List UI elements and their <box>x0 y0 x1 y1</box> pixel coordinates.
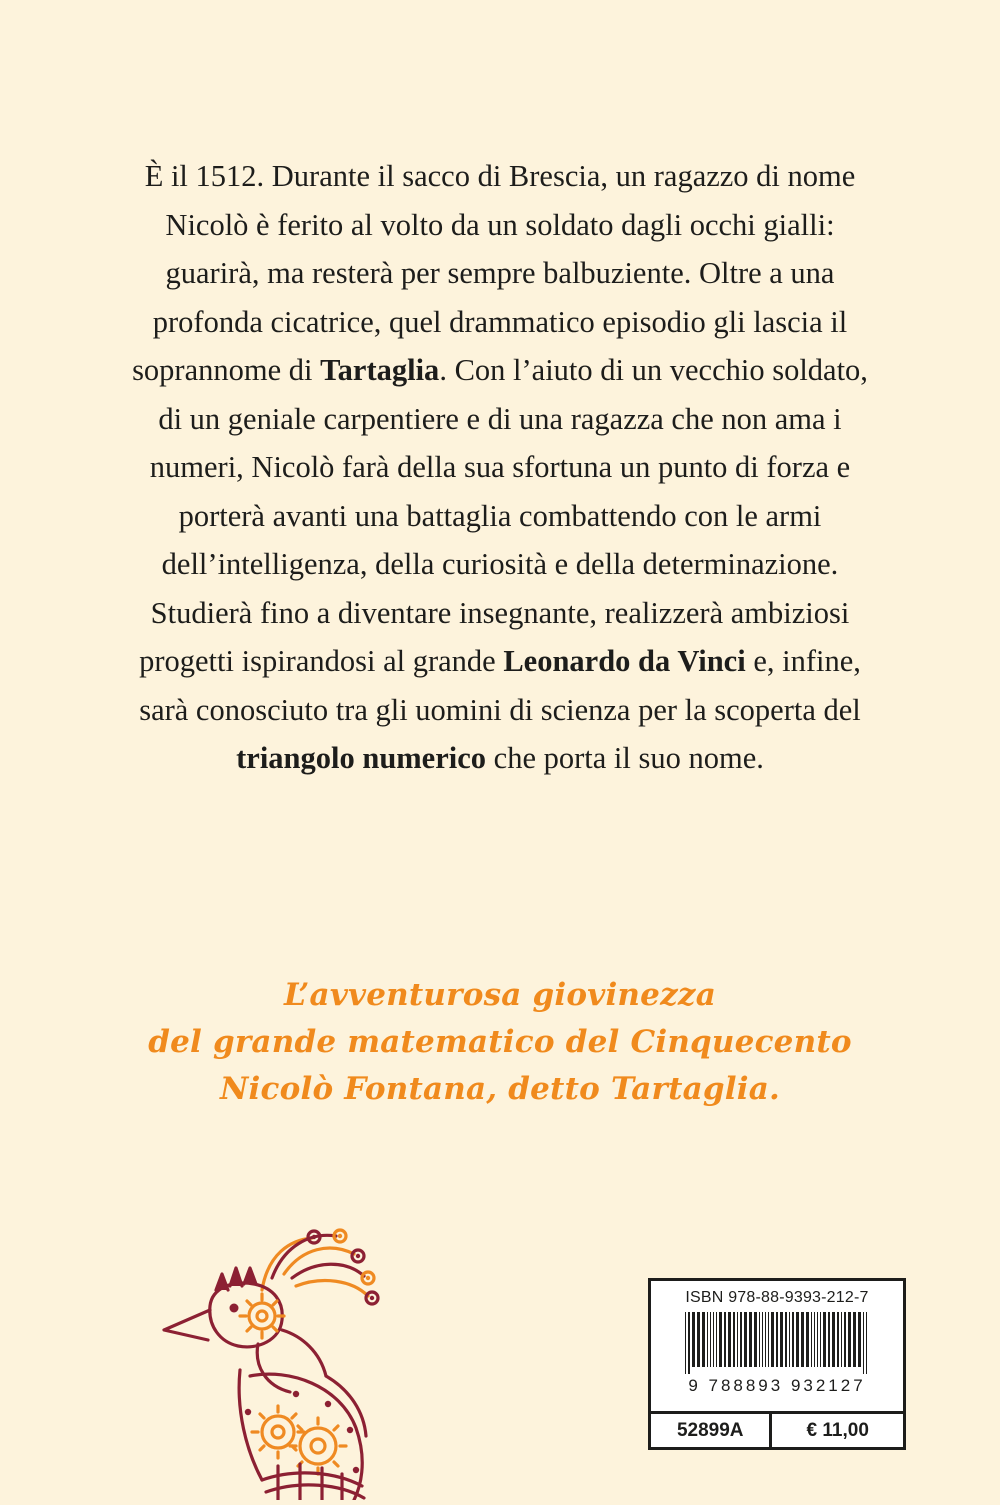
tagline-line-2: del grande matematico del Cinquecento <box>148 1024 852 1060</box>
steampunk-bird-illustration <box>150 1180 450 1500</box>
tagline <box>120 972 880 1113</box>
tagline-line-3: Nicolò Fontana, detto Tartaglia. <box>220 1071 780 1107</box>
blurb-emphasis: Leonardo da Vinci <box>503 644 746 678</box>
barcode-block <box>648 1278 906 1450</box>
isbn-label: ISBN 978-88-9393-212-7 <box>685 1289 869 1306</box>
blurb-segment: È il 1512. Durante il sacco di Brescia, un ragazzo di nome Nicolò è ferito al volto da un soldato dagli occhi gialli: guarirà, ma resterà per sempre balbuziente. Oltre a una profonda cicatrice, quel drammatico episodio gli lascia il soprannome di <box>132 159 856 387</box>
blurb-segment: e, infine, sarà conosciuto tra gli uomini di scienza per la scoperta del <box>139 644 861 727</box>
product-code: 52899A <box>651 1414 772 1447</box>
tagline-line-1: L’avventurosa giovinezza <box>283 977 716 1013</box>
price-row <box>651 1411 903 1447</box>
blurb-text <box>120 152 880 783</box>
blurb-emphasis: Tartaglia <box>320 353 440 387</box>
blurb-segment: . Con l’aiuto di un vecchio soldato, di un geniale carpentiere e di una ragazza che non ama i numeri, Nicolò farà della sua sfortuna un punto di forza e porterà avanti una battaglia combattendo con le armi dell’intelligenza, della curiosità e della determinazione. Studierà fino a diventare insegnante, realizzerà ambiziosi progetti ispirandosi al grande <box>139 353 868 678</box>
barcode-digits: 9 788893 932127 <box>688 1376 866 1395</box>
price-value: € 11,00 <box>806 1419 869 1441</box>
blurb-segment: che porta il suo nome. <box>486 741 764 775</box>
barcode-bars <box>661 1312 893 1374</box>
blurb-emphasis: triangolo numerico <box>236 741 487 775</box>
